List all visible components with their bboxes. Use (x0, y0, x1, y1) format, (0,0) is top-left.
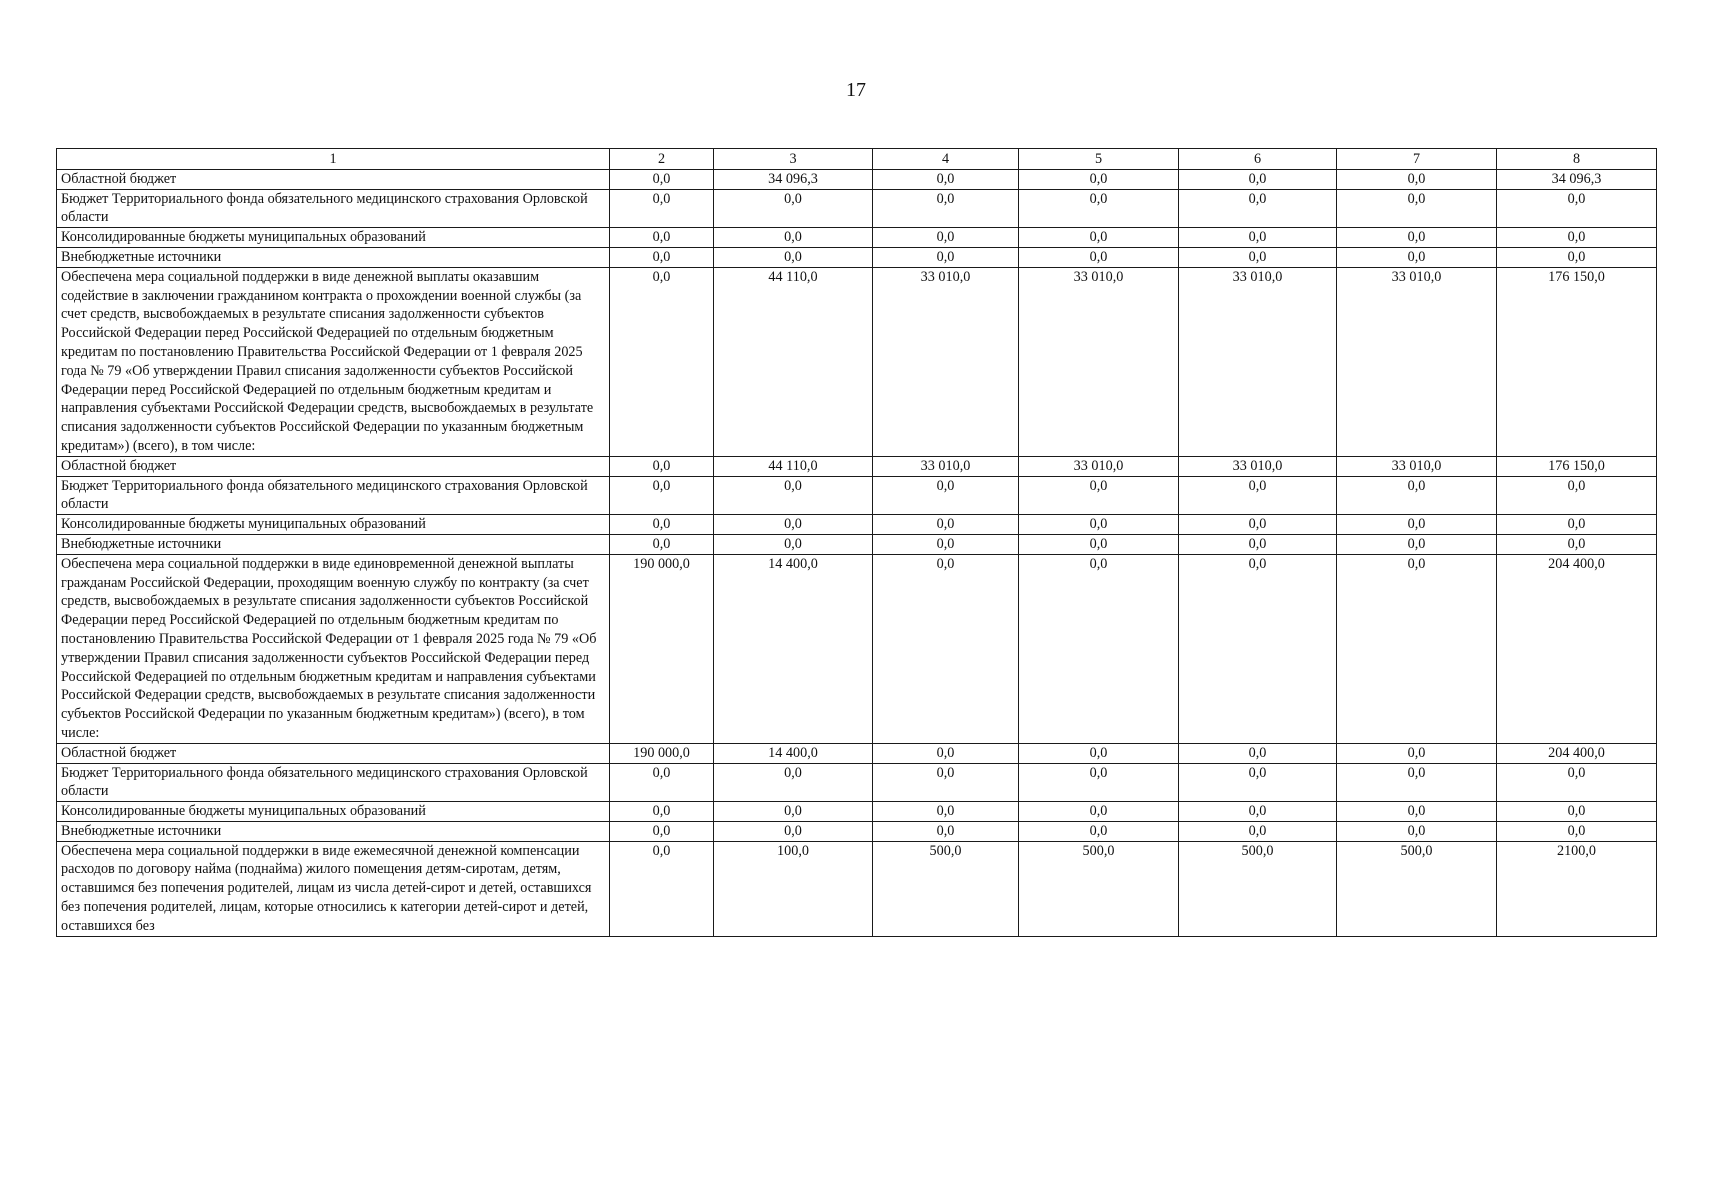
row-value-col-4: 0,0 (873, 802, 1019, 822)
header-col-2: 2 (610, 149, 714, 170)
row-value-col-3: 0,0 (714, 534, 873, 554)
row-value-col-7: 0,0 (1337, 169, 1497, 189)
row-value-col-6: 0,0 (1179, 189, 1337, 228)
row-value-col-6: 500,0 (1179, 841, 1337, 936)
header-col-4: 4 (873, 149, 1019, 170)
row-value-col-2: 0,0 (610, 228, 714, 248)
row-value-col-6: 0,0 (1179, 534, 1337, 554)
row-value-col-4: 0,0 (873, 515, 1019, 535)
row-value-col-8: 0,0 (1497, 821, 1657, 841)
table-row (57, 515, 1657, 535)
row-value-col-8: 0,0 (1497, 228, 1657, 248)
row-value-col-8: 0,0 (1497, 247, 1657, 267)
row-label: Областной бюджет (57, 169, 610, 189)
table-row (57, 821, 1657, 841)
row-value-col-8: 204 400,0 (1497, 554, 1657, 743)
row-label: Внебюджетные источники (57, 534, 610, 554)
row-value-col-4: 33 010,0 (873, 456, 1019, 476)
row-value-col-3: 34 096,3 (714, 169, 873, 189)
row-value-col-8: 204 400,0 (1497, 743, 1657, 763)
row-value-col-4: 0,0 (873, 476, 1019, 515)
row-label: Консолидированные бюджеты муниципальных образований (57, 515, 610, 535)
header-col-6: 6 (1179, 149, 1337, 170)
row-value-col-3: 14 400,0 (714, 554, 873, 743)
table-row (57, 267, 1657, 456)
row-value-col-7: 33 010,0 (1337, 456, 1497, 476)
row-label: Внебюджетные источники (57, 821, 610, 841)
row-value-col-2: 0,0 (610, 267, 714, 456)
row-value-col-7: 0,0 (1337, 821, 1497, 841)
row-value-col-5: 33 010,0 (1019, 267, 1179, 456)
row-value-col-6: 33 010,0 (1179, 267, 1337, 456)
row-value-col-7: 0,0 (1337, 554, 1497, 743)
row-value-col-3: 0,0 (714, 802, 873, 822)
row-value-col-4: 0,0 (873, 743, 1019, 763)
row-value-col-8: 0,0 (1497, 515, 1657, 535)
row-value-col-3: 0,0 (714, 247, 873, 267)
row-value-col-2: 0,0 (610, 821, 714, 841)
row-value-col-6: 0,0 (1179, 228, 1337, 248)
row-value-col-3: 0,0 (714, 763, 873, 802)
row-label: Внебюджетные источники (57, 247, 610, 267)
row-value-col-6: 0,0 (1179, 515, 1337, 535)
row-value-col-8: 0,0 (1497, 189, 1657, 228)
row-value-col-5: 0,0 (1019, 169, 1179, 189)
row-value-col-7: 0,0 (1337, 228, 1497, 248)
row-value-col-5: 33 010,0 (1019, 456, 1179, 476)
row-value-col-6: 0,0 (1179, 763, 1337, 802)
table-row (57, 169, 1657, 189)
row-value-col-7: 0,0 (1337, 247, 1497, 267)
row-label: Обеспечена мера социальной поддержки в виде ежемесячной денежной компенсации расходов по договору найма (поднайма) жилого помещения детям-сиротам, детям, оставшимся без попечения родителей, лицам из числа детей-сирот и детей, оставшихся без попечения родителей, лицам, которые относились к категории детей-сирот и детей, оставшихся без (57, 841, 610, 936)
row-value-col-8: 0,0 (1497, 476, 1657, 515)
row-value-col-3: 0,0 (714, 476, 873, 515)
row-value-col-4: 0,0 (873, 189, 1019, 228)
row-value-col-3: 0,0 (714, 515, 873, 535)
row-value-col-2: 190 000,0 (610, 743, 714, 763)
row-label: Обеспечена мера социальной поддержки в виде денежной выплаты оказавшим содействие в заключении гражданином контракта о прохождении военной службы (за счет средств, высвобождаемых в результате списания задолженности субъектов Российской Федерации перед Российской Федерацией по отдельным бюджетным кредитам по постановлению Правительства Российской Федерации от 1 февраля 2025 года № 79 «Об утверждении Правил списания задолженности субъектов Российской Федерации перед Российской Федерацией по отдельным бюджетным кредитам и направления субъектами Российской Федерации средств, высвобождаемых в результате списания задолженности субъектов Российской Федерации по указанным бюджетным кредитам») (всего), в том числе: (57, 267, 610, 456)
row-value-col-4: 0,0 (873, 821, 1019, 841)
table-row (57, 189, 1657, 228)
row-label: Бюджет Территориального фонда обязательного медицинского страхования Орловской области (57, 189, 610, 228)
row-value-col-2: 0,0 (610, 515, 714, 535)
table-row (57, 554, 1657, 743)
row-value-col-4: 0,0 (873, 228, 1019, 248)
row-value-col-4: 0,0 (873, 534, 1019, 554)
row-value-col-4: 0,0 (873, 763, 1019, 802)
row-value-col-4: 0,0 (873, 247, 1019, 267)
row-value-col-2: 0,0 (610, 841, 714, 936)
row-label: Областной бюджет (57, 456, 610, 476)
table-header (57, 149, 1657, 170)
row-value-col-5: 0,0 (1019, 763, 1179, 802)
row-value-col-6: 33 010,0 (1179, 456, 1337, 476)
header-col-1: 1 (57, 149, 610, 170)
row-value-col-8: 176 150,0 (1497, 456, 1657, 476)
header-col-7: 7 (1337, 149, 1497, 170)
table-row (57, 456, 1657, 476)
row-value-col-5: 0,0 (1019, 534, 1179, 554)
row-value-col-8: 34 096,3 (1497, 169, 1657, 189)
row-value-col-8: 2100,0 (1497, 841, 1657, 936)
row-label: Бюджет Территориального фонда обязательного медицинского страхования Орловской области (57, 763, 610, 802)
row-value-col-7: 0,0 (1337, 743, 1497, 763)
row-value-col-6: 0,0 (1179, 247, 1337, 267)
row-value-col-3: 0,0 (714, 821, 873, 841)
row-value-col-4: 0,0 (873, 169, 1019, 189)
row-value-col-7: 0,0 (1337, 189, 1497, 228)
row-value-col-3: 0,0 (714, 228, 873, 248)
table-row (57, 743, 1657, 763)
row-value-col-2: 190 000,0 (610, 554, 714, 743)
row-value-col-2: 0,0 (610, 456, 714, 476)
row-value-col-6: 0,0 (1179, 476, 1337, 515)
row-value-col-5: 0,0 (1019, 554, 1179, 743)
row-value-col-2: 0,0 (610, 476, 714, 515)
row-label: Бюджет Территориального фонда обязательного медицинского страхования Орловской области (57, 476, 610, 515)
row-value-col-6: 0,0 (1179, 802, 1337, 822)
row-value-col-2: 0,0 (610, 247, 714, 267)
row-value-col-5: 0,0 (1019, 247, 1179, 267)
row-value-col-6: 0,0 (1179, 743, 1337, 763)
row-label: Областной бюджет (57, 743, 610, 763)
row-value-col-5: 0,0 (1019, 228, 1179, 248)
row-label: Консолидированные бюджеты муниципальных образований (57, 802, 610, 822)
row-value-col-4: 33 010,0 (873, 267, 1019, 456)
row-label: Обеспечена мера социальной поддержки в виде единовременной денежной выплаты гражданам Российской Федерации, проходящим военную службу по контракту (за счет средств, высвобождаемых в результате списания задолженности субъектов Российской Федерации перед Российской Федерацией по отдельным бюджетным кредитам по постановлению Правительства Российской Федерации от 1 февраля 2025 года № 79 «Об утверждении Правил списания задолженности субъектов Российской Федерации перед Российской Федерацией по отдельным бюджетным кредитам и направления субъектами Российской Федерации средств, высвобождаемых в результате списания задолженности субъектов Российской Федерации по указанным бюджетным кредитам») (всего), в том числе: (57, 554, 610, 743)
row-value-col-2: 0,0 (610, 169, 714, 189)
row-value-col-6: 0,0 (1179, 554, 1337, 743)
header-col-8: 8 (1497, 149, 1657, 170)
table-row (57, 841, 1657, 936)
row-value-col-5: 0,0 (1019, 515, 1179, 535)
table-row (57, 534, 1657, 554)
row-value-col-5: 0,0 (1019, 476, 1179, 515)
row-value-col-2: 0,0 (610, 189, 714, 228)
table-row (57, 802, 1657, 822)
row-value-col-5: 0,0 (1019, 743, 1179, 763)
row-value-col-8: 0,0 (1497, 763, 1657, 802)
header-col-5: 5 (1019, 149, 1179, 170)
row-value-col-2: 0,0 (610, 763, 714, 802)
table-row (57, 476, 1657, 515)
row-value-col-8: 176 150,0 (1497, 267, 1657, 456)
row-value-col-4: 500,0 (873, 841, 1019, 936)
row-value-col-3: 44 110,0 (714, 267, 873, 456)
row-value-col-7: 500,0 (1337, 841, 1497, 936)
header-col-3: 3 (714, 149, 873, 170)
row-value-col-3: 100,0 (714, 841, 873, 936)
row-value-col-8: 0,0 (1497, 802, 1657, 822)
row-value-col-6: 0,0 (1179, 169, 1337, 189)
row-value-col-5: 0,0 (1019, 189, 1179, 228)
row-value-col-2: 0,0 (610, 802, 714, 822)
row-value-col-8: 0,0 (1497, 534, 1657, 554)
row-label: Консолидированные бюджеты муниципальных образований (57, 228, 610, 248)
row-value-col-3: 44 110,0 (714, 456, 873, 476)
table-row (57, 763, 1657, 802)
row-value-col-7: 33 010,0 (1337, 267, 1497, 456)
row-value-col-7: 0,0 (1337, 534, 1497, 554)
row-value-col-5: 0,0 (1019, 802, 1179, 822)
budget-table (56, 148, 1657, 937)
header-row (57, 149, 1657, 170)
row-value-col-5: 0,0 (1019, 821, 1179, 841)
row-value-col-3: 0,0 (714, 189, 873, 228)
table-row (57, 228, 1657, 248)
row-value-col-2: 0,0 (610, 534, 714, 554)
row-value-col-3: 14 400,0 (714, 743, 873, 763)
row-value-col-7: 0,0 (1337, 515, 1497, 535)
page-number: 17 (846, 79, 866, 101)
row-value-col-7: 0,0 (1337, 763, 1497, 802)
row-value-col-6: 0,0 (1179, 821, 1337, 841)
row-value-col-7: 0,0 (1337, 802, 1497, 822)
table-row (57, 247, 1657, 267)
row-value-col-4: 0,0 (873, 554, 1019, 743)
table-body (57, 169, 1657, 936)
row-value-col-5: 500,0 (1019, 841, 1179, 936)
row-value-col-7: 0,0 (1337, 476, 1497, 515)
